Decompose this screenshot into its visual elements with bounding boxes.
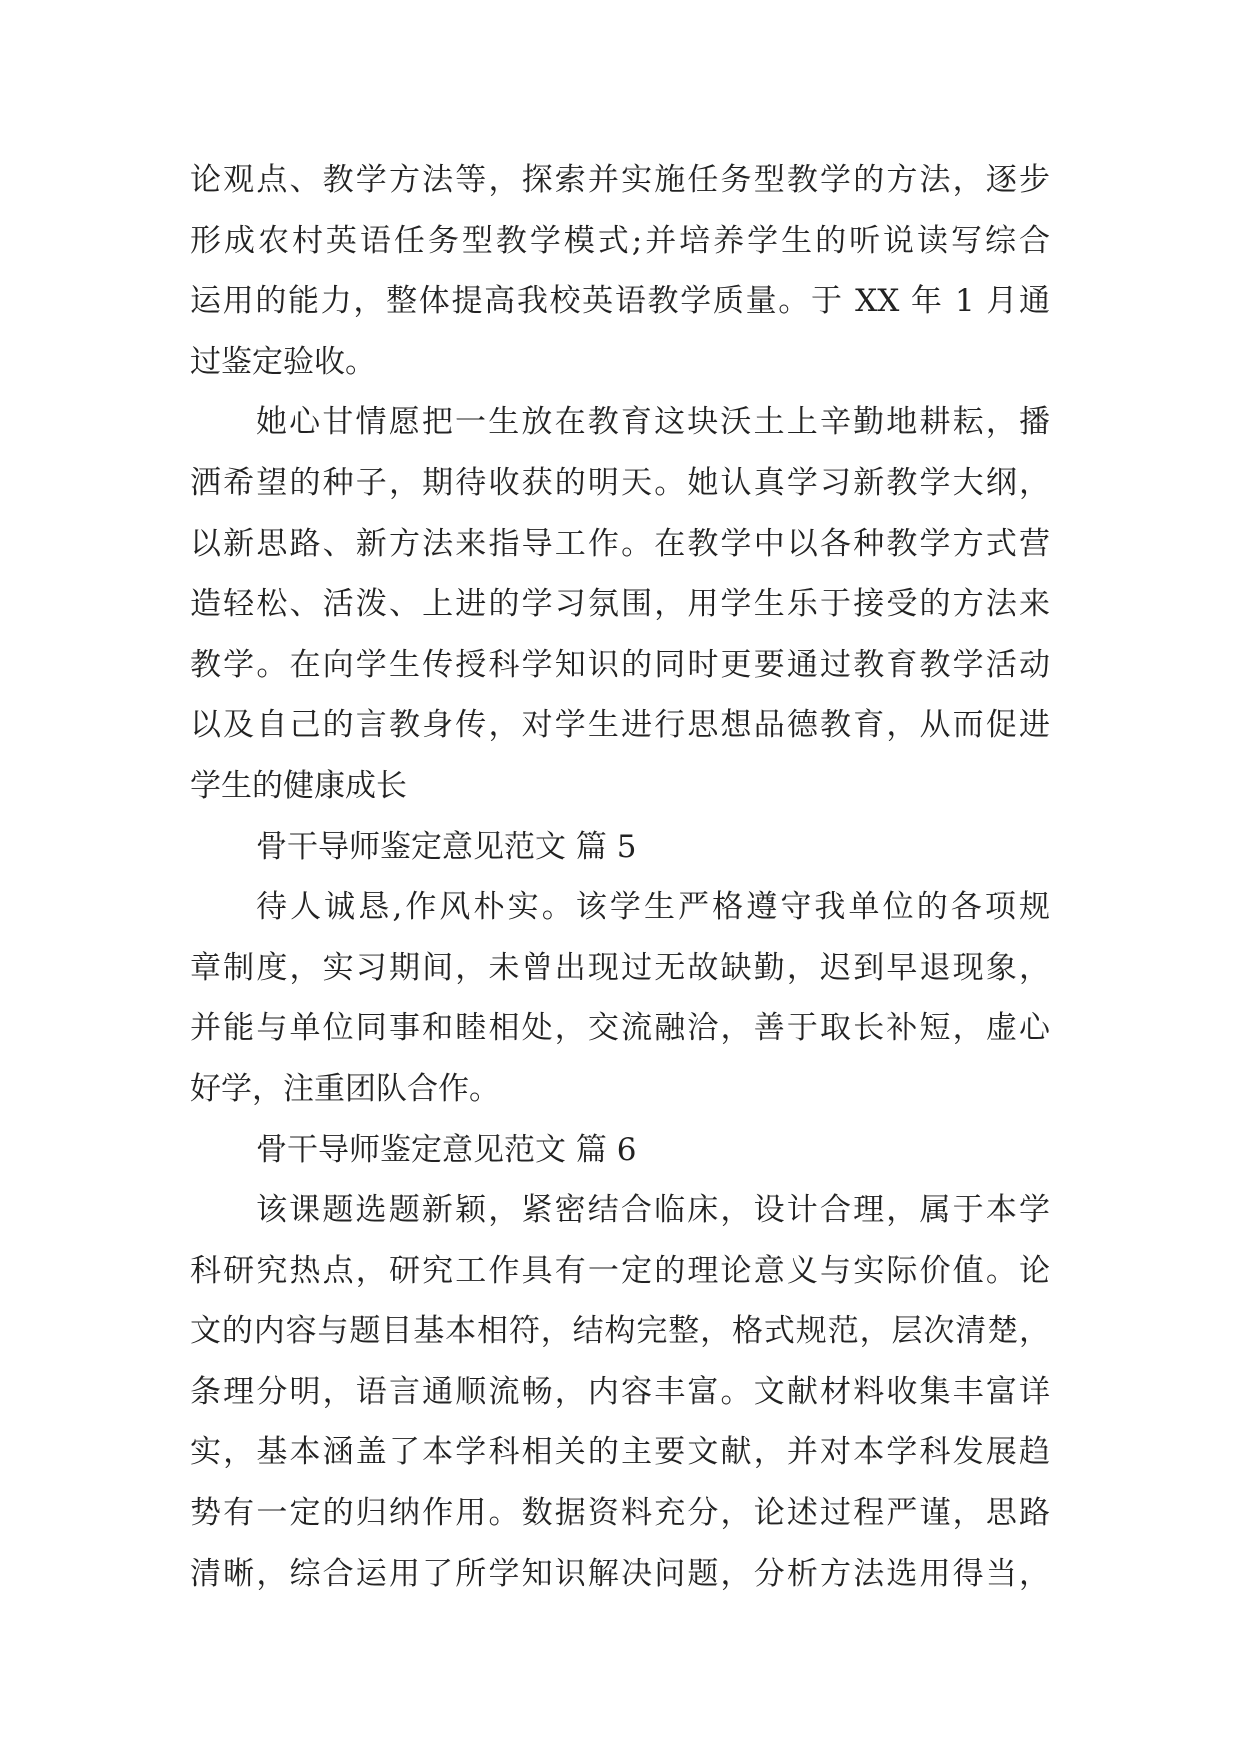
text-line: 条理分明，语言通顺流畅，内容丰富。文献材料收集丰富详 bbox=[190, 1373, 1050, 1410]
text-line: 造轻松、活泼、上进的学习氛围，用学生乐于接受的方法来 bbox=[190, 586, 1050, 623]
text-line: 形成农村英语任务型教学模式;并培养学生的听说读写综合 bbox=[190, 222, 1050, 259]
text-line: 势有一定的归纳作用。数据资料充分，论述过程严谨，思路 bbox=[190, 1495, 1050, 1532]
text-line: 她心甘情愿把一生放在教育这块沃土上辛勤地耕耘，播 bbox=[256, 404, 1050, 441]
text-line: 运用的能力，整体提高我校英语教学质量。于 XX 年 1 月通 bbox=[190, 283, 1050, 320]
text-line: 并能与单位同事和睦相处，交流融洽，善于取长补短，虚心 bbox=[190, 1010, 1050, 1047]
paragraph bbox=[190, 1180, 1050, 1604]
text-line: 洒希望的种子，期待收获的明天。她认真学习新教学大纲， bbox=[190, 464, 1050, 501]
document-body bbox=[190, 150, 1050, 1604]
text-line: 科研究热点，研究工作具有一定的理论意义与实际价值。论 bbox=[190, 1252, 1050, 1289]
text-line: 好学，注重团队合作。 bbox=[190, 1070, 500, 1107]
text-line: 待人诚恳,作风朴实。该学生严格遵守我单位的各项规 bbox=[256, 889, 1050, 926]
text-line: 清晰，综合运用了所学知识解决问题，分析方法选用得当， bbox=[190, 1555, 1050, 1592]
section-heading: 骨干导师鉴定意见范文 篇 6 bbox=[256, 1131, 637, 1168]
paragraph bbox=[190, 877, 1050, 1119]
text-line: 以新思路、新方法来指导工作。在教学中以各种教学方式营 bbox=[190, 525, 1050, 562]
text-line: 以及自己的言教身传，对学生进行思想品德教育，从而促进 bbox=[190, 707, 1050, 744]
paragraph bbox=[190, 392, 1050, 816]
section-heading: 骨干导师鉴定意见范文 篇 5 bbox=[256, 828, 637, 865]
text-line: 论观点、教学方法等，探索并实施任务型教学的方法，逐步 bbox=[190, 162, 1050, 198]
text-line: 文的内容与题目基本相符，结构完整，格式规范，层次清楚， bbox=[190, 1313, 1050, 1350]
text-line: 学生的健康成长 bbox=[190, 767, 407, 804]
text-line: 实，基本涵盖了本学科相关的主要文献，并对本学科发展趋 bbox=[190, 1434, 1050, 1471]
text-line: 教学。在向学生传授科学知识的同时更要通过教育教学活动 bbox=[190, 646, 1050, 683]
text-line: 章制度，实习期间，未曾出现过无故缺勤，迟到早退现象， bbox=[190, 949, 1050, 986]
text-line: 该课题选题新颖，紧密结合临床，设计合理，属于本学 bbox=[256, 1192, 1050, 1229]
paragraph bbox=[190, 150, 1050, 392]
text-line: 过鉴定验收。 bbox=[190, 343, 376, 380]
